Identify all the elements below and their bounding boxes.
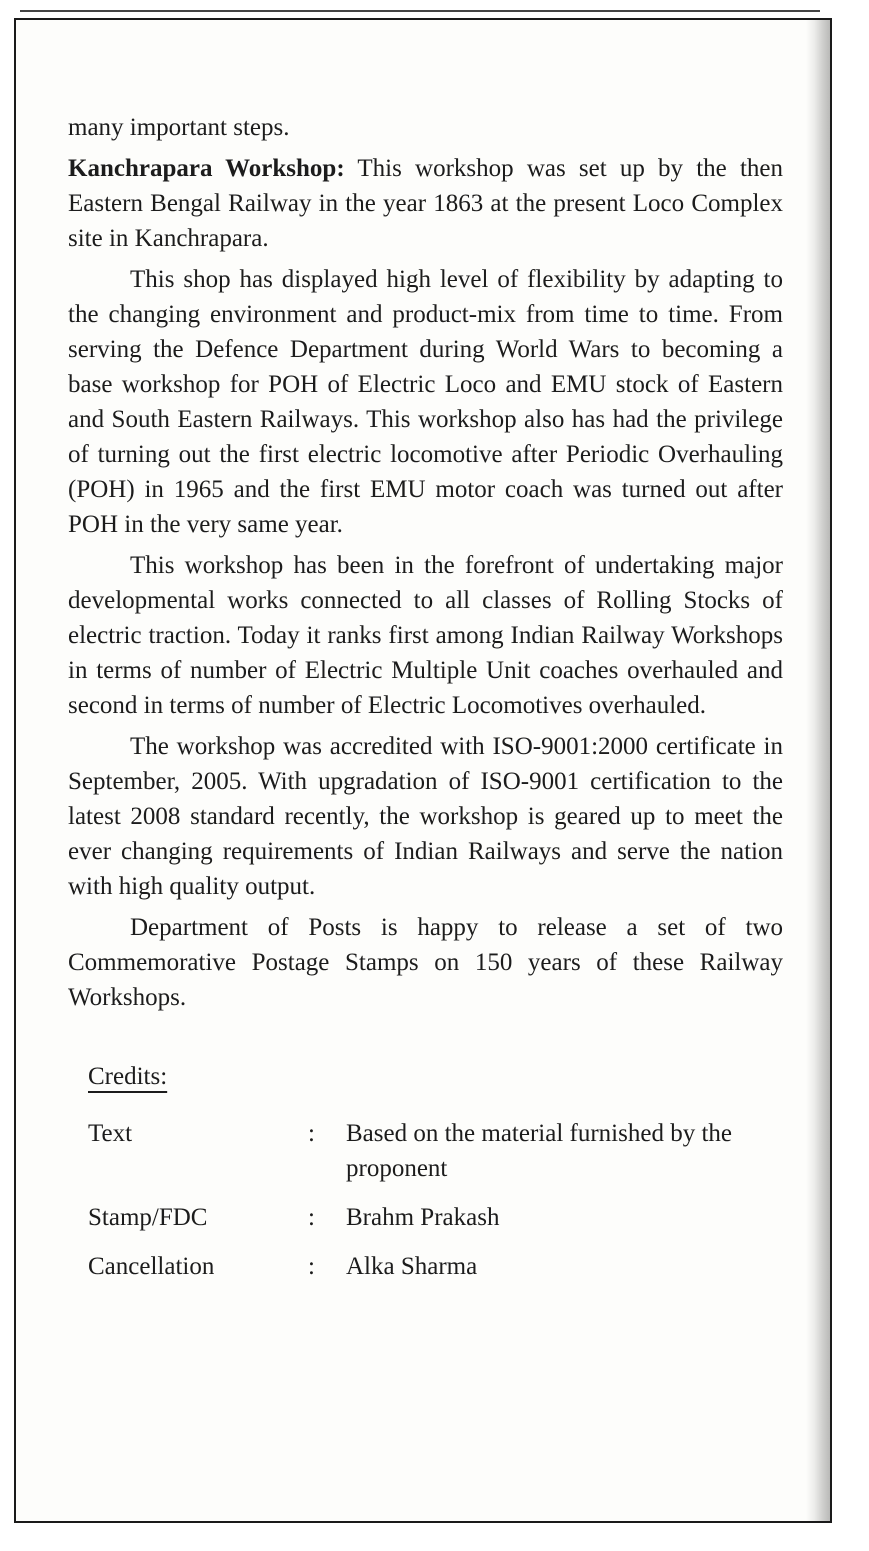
credit-row-cancellation — [88, 1249, 783, 1284]
credit-row-stamp — [88, 1200, 783, 1235]
paragraph-forefront — [68, 548, 783, 723]
paragraph-text: Department of Posts is happy to release a set of two Commemorative Postage Stamps on 150 years of these Railway Workshops. — [68, 914, 783, 1011]
section-heading: Kanchrapara Workshop: — [68, 155, 345, 182]
credit-value: Brahm Prakash — [346, 1204, 500, 1231]
credit-label: Stamp/FDC — [88, 1204, 208, 1231]
credit-row-text — [88, 1116, 783, 1186]
credit-separator: : — [308, 1204, 315, 1231]
sheet-top-edge — [20, 10, 820, 12]
paragraph-intro — [68, 110, 783, 145]
credit-value: Based on the material furnished by the proponent — [346, 1120, 732, 1182]
credits-heading: Credits: — [88, 1063, 168, 1090]
paragraph-kanchrapara — [68, 151, 783, 256]
document-sheet — [14, 18, 832, 1523]
paragraph-text: This workshop was set up by the then Eastern Bengal Railway in the year 1863 at the present Loco Complex site in Kanchrapara. — [68, 155, 783, 252]
fold-shadow — [806, 20, 830, 1521]
credit-value: Alka Sharma — [346, 1253, 478, 1280]
credit-label: Text — [88, 1120, 133, 1147]
credits-table — [88, 1116, 783, 1284]
paragraph-text: This shop has displayed high level of flexibility by adapting to the changing environment and product-mix from time to time. From serving the Defence Department during World Wars to becoming a base workshop for POH of Electric Loco and EMU stock of Eastern and South Eastern Railways. This workshop also has had the privilege of turning out the first electric locomotive after Periodic Overhauling (POH) in 1965 and the first EMU motor coach was turned out after POH in the very same year. — [68, 266, 783, 538]
paragraph-text: many important steps. — [68, 114, 290, 141]
paragraph-text: The workshop was accredited with ISO-9001:2000 certificate in September, 2005. With upgradation of ISO-9001 certification to the latest 2008 standard recently, the workshop is geared up to meet the ever changing requirements of Indian Railways and serve the nation with high quality output. — [68, 733, 783, 900]
paragraph-posts — [68, 910, 783, 1015]
credit-separator: : — [308, 1120, 315, 1147]
document-body — [68, 110, 783, 1298]
paragraph-text: This workshop has been in the forefront of undertaking major developmental works connected to all classes of Rolling Stocks of electric traction. Today it ranks first among Indian Railway Workshops in terms of number of Electric Multiple Unit coaches overhauled and second in terms of number of Electric Locomotives overhauled. — [68, 552, 783, 719]
paragraph-iso — [68, 729, 783, 904]
credit-separator: : — [308, 1253, 315, 1280]
paragraph-flexibility — [68, 262, 783, 542]
credit-label: Cancellation — [88, 1253, 215, 1280]
